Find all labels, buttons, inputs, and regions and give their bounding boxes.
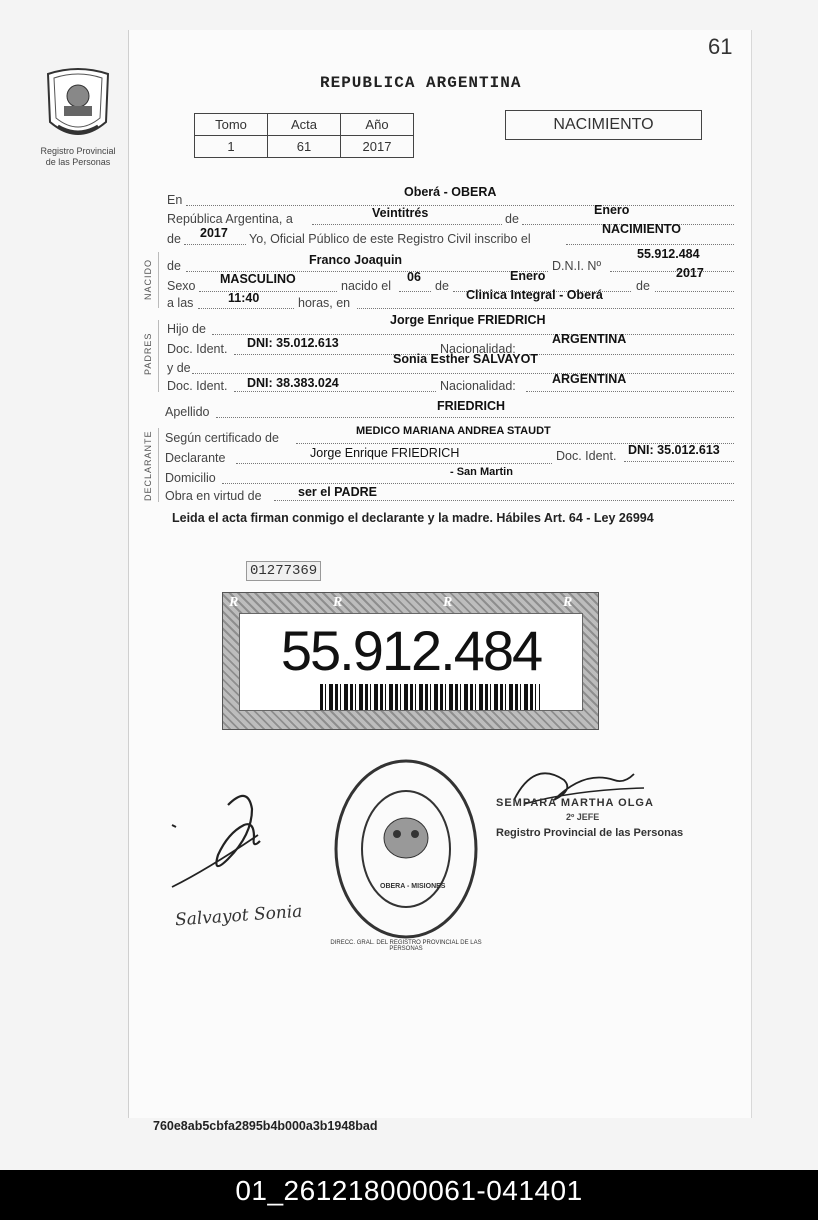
- provincial-registry-logo: [40, 64, 116, 144]
- sticker-dni-number: 55.912.484: [280, 619, 542, 682]
- side-label-nacido: NACIDO: [143, 258, 153, 300]
- side-label-declarante: DECLARANTE: [143, 430, 153, 501]
- label-de2: de: [167, 232, 181, 246]
- dots: [526, 391, 734, 392]
- footer-bar: [0, 1170, 818, 1220]
- dots: [216, 417, 734, 418]
- value-lugar-nac: Clinica Integral - Oberá: [466, 288, 603, 302]
- sticker-pattern-letter: R: [333, 595, 343, 610]
- label-sexo: Sexo: [167, 279, 196, 293]
- value-mes: Enero: [594, 203, 630, 217]
- value-hora: 11:40: [228, 291, 260, 305]
- sticker-label: [239, 613, 583, 711]
- logo-caption: [30, 146, 126, 168]
- value-madre-doc: DNI: 38.383.024: [247, 376, 339, 390]
- label-y-de: y de: [167, 361, 191, 375]
- label-dni: D.N.I. Nº: [552, 259, 602, 273]
- value-madre: Sonia Esther SALVAYOT: [393, 352, 538, 366]
- value-padre-doc: DNI: 35.012.613: [247, 336, 339, 350]
- label-yo-oficial: Yo, Oficial Público de este Registro Civil inscribo el: [249, 232, 531, 246]
- seal-text: DIRECC. GRAL. DEL REGISTRO PROVINCIAL DE LAS PERSONAS: [330, 940, 482, 952]
- dots: [526, 354, 734, 355]
- value-anio: 2017: [200, 226, 228, 240]
- value-lugar: Oberá - OBERA: [404, 185, 497, 199]
- acta-type-box: NACIMIENTO: [505, 110, 702, 140]
- padres-divider: [158, 320, 159, 392]
- dots: [357, 308, 734, 309]
- dots: [212, 334, 734, 335]
- label-obra-en-virtud: Obra en virtud de: [165, 489, 262, 503]
- official-organization: Registro Provincial de las Personas: [496, 827, 684, 839]
- value-declarante: Jorge Enrique FRIEDRICH: [310, 446, 460, 460]
- document-title: REPUBLICA ARGENTINA: [320, 74, 522, 92]
- value-domicilio: - San Martin: [450, 466, 513, 478]
- dots: [199, 291, 337, 292]
- declarante-divider: [158, 428, 159, 502]
- registry-table: [194, 113, 414, 158]
- value-certificado: MEDICO MARIANA ANDREA STAUDT: [356, 425, 551, 437]
- dots: [566, 244, 734, 245]
- nacido-divider: [158, 252, 159, 308]
- label-de-nombre: de: [167, 259, 181, 273]
- dots: [186, 205, 734, 206]
- label-apellido: Apellido: [165, 405, 210, 419]
- label-republica: República Argentina, a: [167, 212, 293, 226]
- sticker-pattern-letter: R: [443, 595, 453, 610]
- dots: [610, 271, 734, 272]
- acta-header: Acta: [268, 114, 341, 136]
- value-dia: Veintitrés: [372, 206, 429, 220]
- label-horas-en: horas, en: [298, 296, 351, 310]
- label-nacionalidad2: Nacionalidad:: [440, 379, 516, 393]
- label-a-las: a las: [167, 296, 194, 310]
- label-doc-ident3: Doc. Ident.: [556, 449, 617, 463]
- official-name: SEMPARA MARTHA OLGA: [496, 797, 654, 809]
- anio-value: 2017: [341, 136, 414, 158]
- sticker-pattern-letter: R: [563, 595, 573, 610]
- value-madre-nac: ARGENTINA: [552, 372, 627, 386]
- label-nacionalidad1: Nacionalidad:: [440, 342, 516, 356]
- value-nac-dia: 06: [407, 270, 421, 284]
- label-de-anio: de: [636, 279, 650, 293]
- document-hash: 760e8ab5cbfa2895b4b000a3b1948bad: [153, 1119, 378, 1133]
- dots: [198, 308, 294, 309]
- barcode: [320, 684, 540, 710]
- label-en: En: [167, 193, 183, 207]
- dots: [312, 224, 502, 225]
- seal-subtext: OBERA - MISIONES: [380, 883, 446, 890]
- sticker-pattern-letter: R: [229, 595, 239, 610]
- dots: [184, 244, 246, 245]
- value-padre: Jorge Enrique FRIEDRICH: [390, 313, 546, 327]
- value-padre-nac: ARGENTINA: [552, 332, 627, 346]
- label-doc-ident1: Doc. Ident.: [167, 342, 228, 356]
- official-role: 2º JEFE: [566, 812, 600, 822]
- anio-header: Año: [341, 114, 414, 136]
- value-dni: 55.912.484: [637, 247, 700, 261]
- dots: [222, 483, 734, 484]
- tomo-header: Tomo: [195, 114, 268, 136]
- value-tipo: NACIMIENTO: [602, 222, 681, 236]
- dots: [655, 291, 734, 292]
- label-nacido-el: nacido el: [341, 279, 392, 293]
- dots: [234, 391, 436, 392]
- value-nac-mes: Enero: [510, 269, 546, 283]
- value-declarante-doc: DNI: 35.012.613: [628, 443, 720, 457]
- footer-id: 01_261218000061-041401: [235, 1175, 583, 1206]
- mother-signature: Salvayot Sonia: [174, 901, 303, 931]
- side-label-padres: PADRES: [143, 332, 153, 375]
- serial-number: 01277369: [246, 561, 321, 581]
- label-declarante: Declarante: [165, 451, 226, 465]
- official-seal: [333, 758, 479, 940]
- tomo-value: 1: [195, 136, 268, 158]
- dots: [624, 461, 734, 462]
- page-number: 61: [708, 34, 733, 59]
- label-de-mes: de: [435, 279, 449, 293]
- dots: [274, 500, 734, 501]
- logo-caption-line2: de las Personas: [45, 157, 111, 167]
- logo-caption-line1: Registro Provincial: [40, 146, 116, 156]
- label-segun-certificado: Según certificado de: [165, 431, 279, 445]
- value-sexo: MASCULINO: [220, 272, 296, 286]
- label-doc-ident2: Doc. Ident.: [167, 379, 228, 393]
- dots: [192, 373, 734, 374]
- closing-statement: Leida el acta firman conmigo el declarante y la madre. Hábiles Art. 64 - Ley 26994: [172, 511, 654, 525]
- dots: [399, 291, 431, 292]
- label-domicilio: Domicilio: [165, 471, 216, 485]
- value-nombre: Franco Joaquin: [309, 253, 403, 267]
- value-apellido: FRIEDRICH: [437, 399, 506, 413]
- value-obra: ser el PADRE: [298, 485, 377, 499]
- value-nac-anio: 2017: [676, 266, 704, 280]
- label-hijo-de: Hijo de: [167, 322, 206, 336]
- acta-value: 61: [268, 136, 341, 158]
- label-de: de: [505, 212, 519, 226]
- dots: [236, 463, 552, 464]
- dni-sticker: [222, 592, 599, 730]
